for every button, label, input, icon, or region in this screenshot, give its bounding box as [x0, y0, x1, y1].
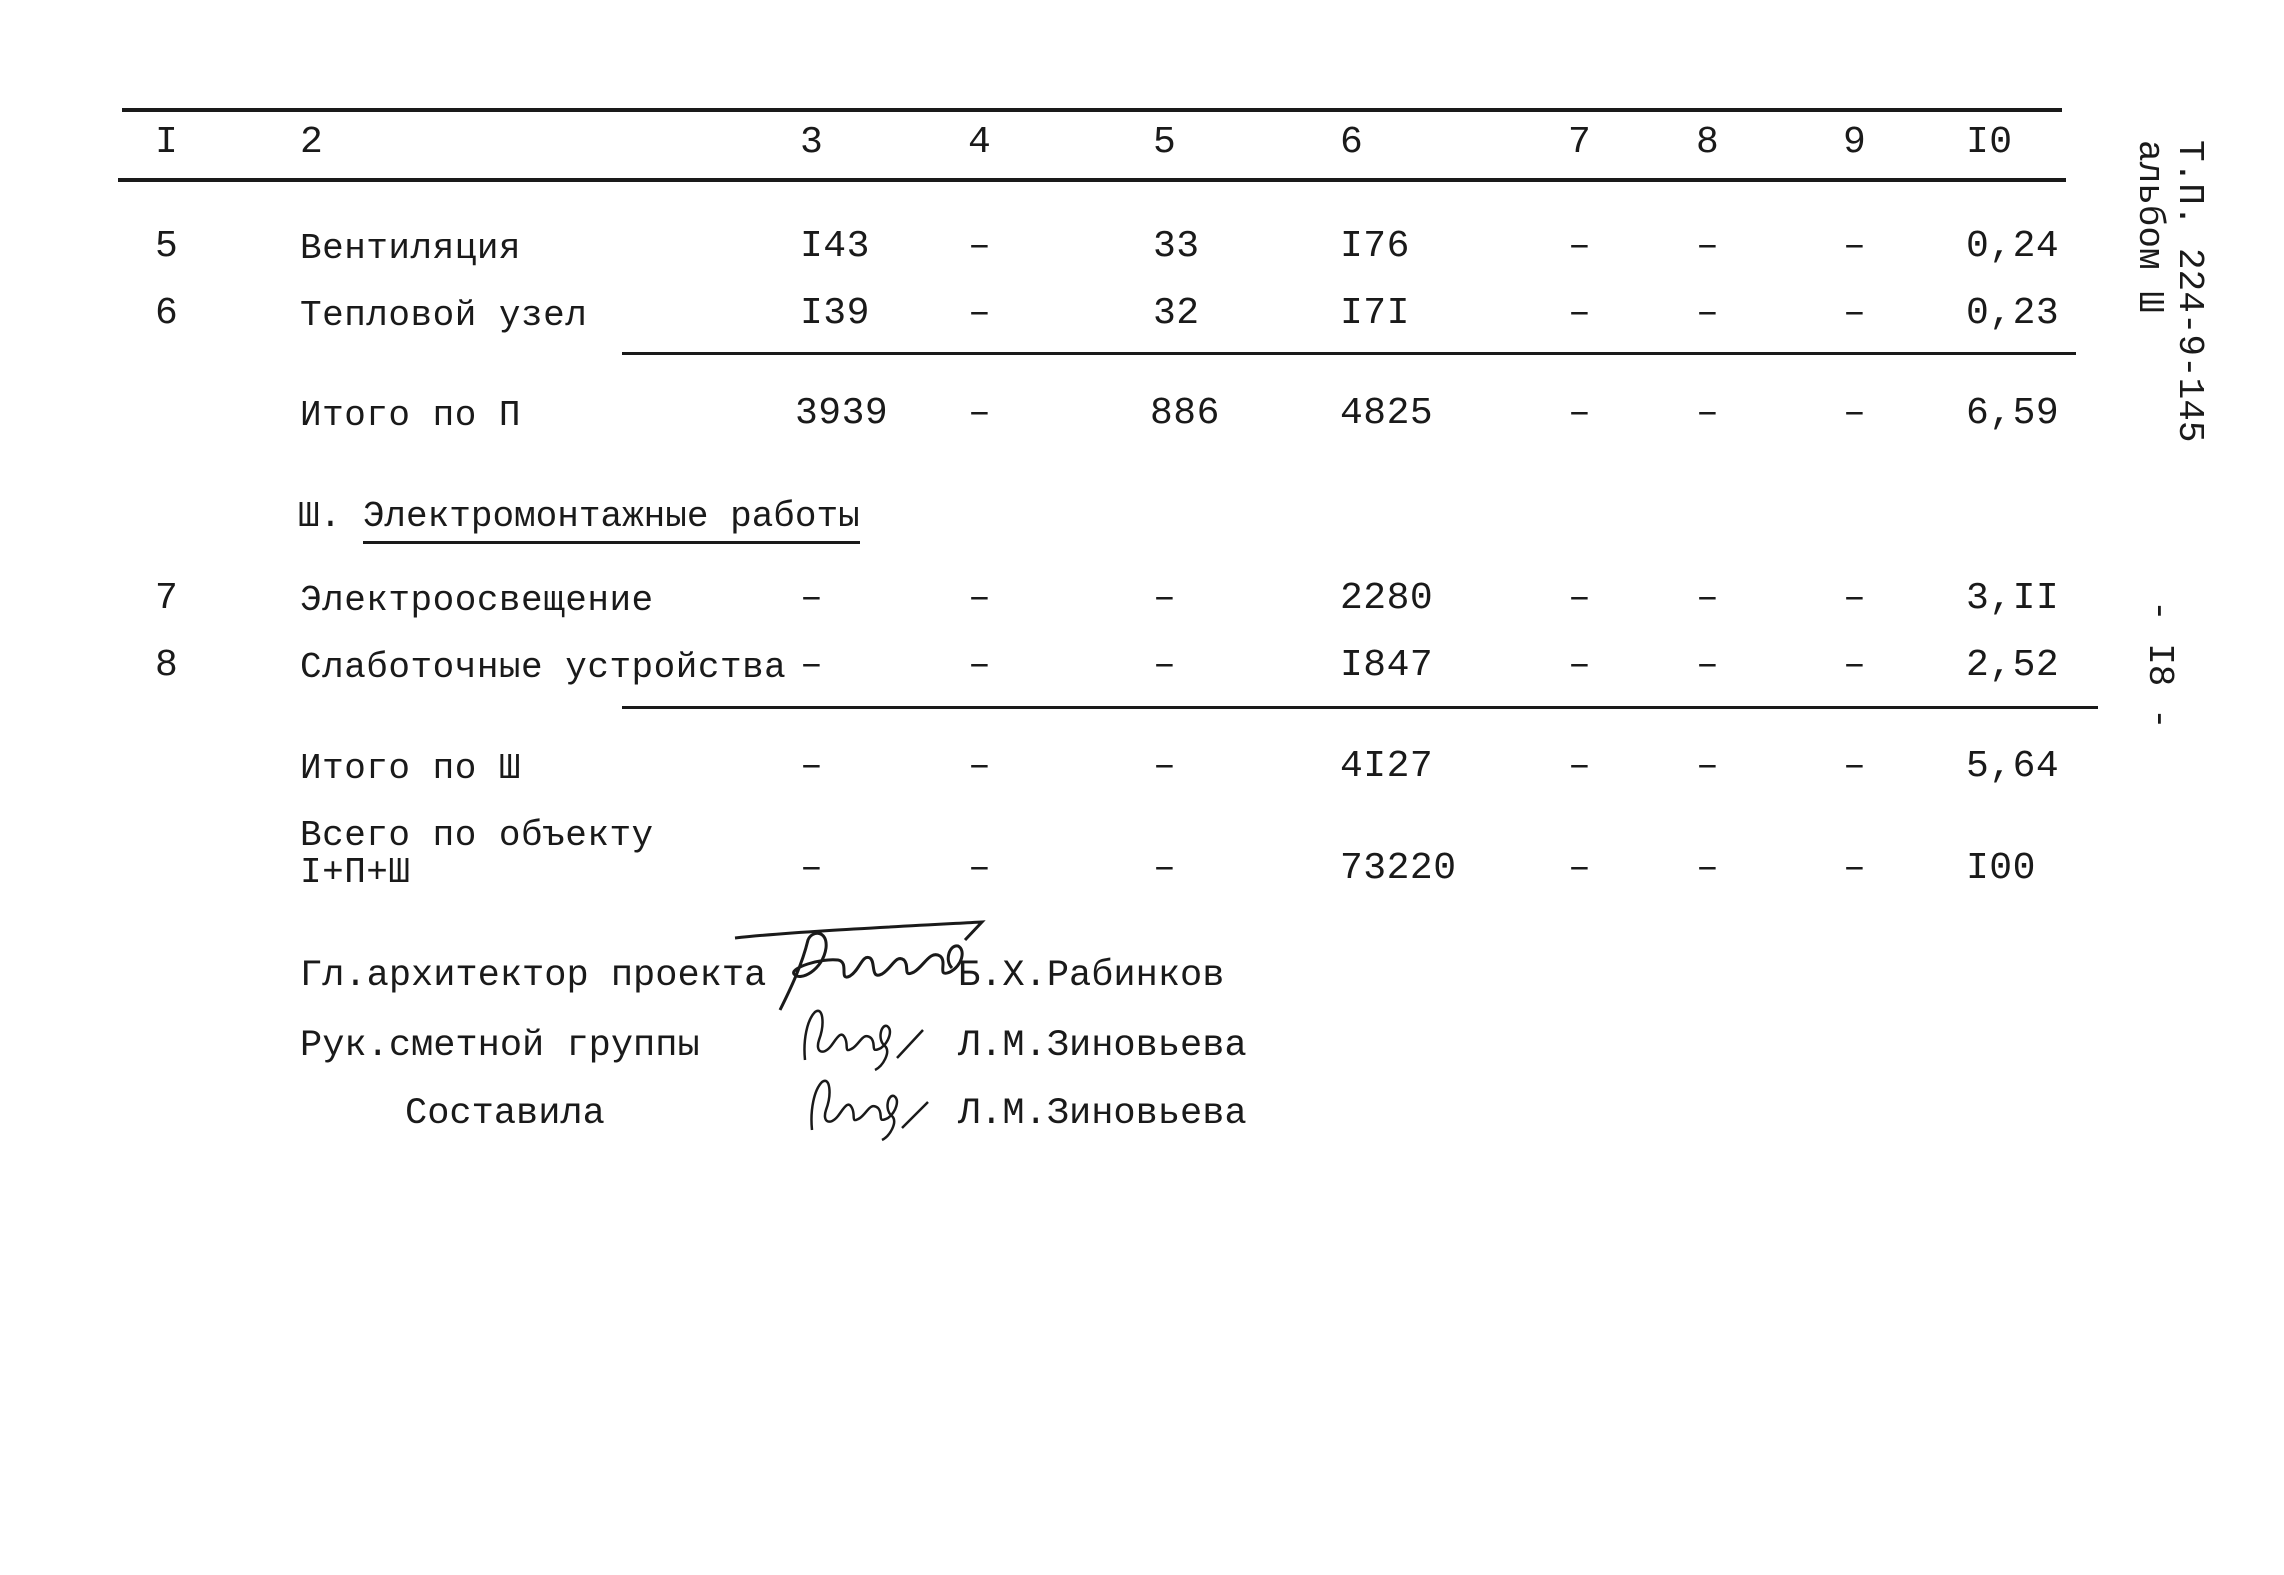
total-col7: –	[1568, 847, 1592, 890]
header-col-1: I	[155, 121, 179, 164]
header-col-9: 9	[1843, 121, 1867, 164]
page-number	[2140, 600, 2200, 780]
row-name: Электроосвещение	[300, 580, 654, 621]
total-name-line2: I+П+Ш	[300, 852, 411, 893]
row-col9: –	[1843, 577, 1867, 620]
subtotal-col5: –	[1153, 745, 1177, 788]
signature-name: Л.М.Зиновьева	[958, 1093, 1247, 1135]
row-col7: –	[1568, 644, 1592, 687]
row-col3: I39	[800, 292, 870, 335]
album-code-line1: Т.П. 224-9-145	[2169, 140, 2210, 443]
header-col-2: 2	[300, 121, 324, 164]
subtotal-col10: 5,64	[1966, 745, 2060, 788]
total-col10: I00	[1966, 847, 2036, 890]
subtotal-name: Итого по Ш	[300, 748, 522, 789]
row-col3: –	[800, 644, 824, 687]
total-col9: –	[1843, 847, 1867, 890]
row-col4: –	[968, 644, 992, 687]
subtotal-col3: –	[800, 745, 824, 788]
row-col8: –	[1696, 292, 1720, 335]
row-name: Тепловой узел	[300, 295, 588, 336]
subtotal-col3: 3939	[795, 392, 889, 435]
album-code-line2: альбом Ш	[2129, 140, 2170, 313]
total-col3: –	[800, 847, 824, 890]
header-col-3: 3	[800, 121, 824, 164]
subtotal-col4: –	[968, 745, 992, 788]
subtotal-col6: 4I27	[1340, 745, 1434, 788]
row-col4: –	[968, 577, 992, 620]
row-col9: –	[1843, 225, 1867, 268]
row-col8: –	[1696, 577, 1720, 620]
subtotal-col6: 4825	[1340, 392, 1434, 435]
row-col10: 0,24	[1966, 225, 2060, 268]
signature-name: Б.Х.Рабинков	[958, 955, 1225, 997]
row-number: 8	[155, 644, 179, 687]
row-col3: –	[800, 577, 824, 620]
row-col7: –	[1568, 225, 1592, 268]
signature-name: Л.М.Зиновьева	[958, 1025, 1247, 1067]
row-name: Вентиляция	[300, 228, 522, 269]
total-col5: –	[1153, 847, 1177, 890]
header-col-4: 4	[968, 121, 992, 164]
subtotal-col4: –	[968, 392, 992, 435]
row-col4: –	[968, 292, 992, 335]
subtotal-col7: –	[1568, 745, 1592, 788]
row-number: 6	[155, 292, 179, 335]
row-col6: I847	[1340, 644, 1434, 687]
section-heading	[298, 496, 860, 538]
album-code	[2100, 140, 2220, 500]
row-number: 5	[155, 225, 179, 268]
top-rule	[122, 108, 2062, 112]
row-col10: 0,23	[1966, 292, 2060, 335]
signature-role: Составила	[405, 1093, 605, 1135]
page-number-text: - I8 -	[2139, 600, 2180, 730]
header-col-8: 8	[1696, 121, 1720, 164]
total-col4: –	[968, 847, 992, 890]
row-col7: –	[1568, 577, 1592, 620]
row-col7: –	[1568, 292, 1592, 335]
row-col5: –	[1153, 644, 1177, 687]
header-col-6: 6	[1340, 121, 1364, 164]
total-col6: 73220	[1340, 847, 1457, 890]
signature-scribble	[790, 1068, 940, 1148]
row-col8: –	[1696, 644, 1720, 687]
row-col10: 2,52	[1966, 644, 2060, 687]
row-col5: 33	[1153, 225, 1200, 268]
subtotal-col8: –	[1696, 392, 1720, 435]
row-col10: 3,II	[1966, 577, 2060, 620]
row-col8: –	[1696, 225, 1720, 268]
row-col6: 2280	[1340, 577, 1434, 620]
signature-role: Рук.сметной группы	[300, 1025, 700, 1067]
row-col4: –	[968, 225, 992, 268]
header-col-5: 5	[1153, 121, 1177, 164]
header-col-7: 7	[1568, 121, 1592, 164]
subtotal-col7: –	[1568, 392, 1592, 435]
subtotal-col9: –	[1843, 745, 1867, 788]
subtotal-name: Итого по П	[300, 395, 522, 436]
row-col5: 32	[1153, 292, 1200, 335]
row-name: Слаботочные устройства	[300, 647, 787, 688]
header-bottom-rule	[118, 178, 2066, 182]
subtotal-col8: –	[1696, 745, 1720, 788]
row-col9: –	[1843, 644, 1867, 687]
signature-role: Гл.архитектор проекта	[300, 955, 767, 997]
subtotal-rule	[622, 352, 2076, 355]
subtotal-col9: –	[1843, 392, 1867, 435]
row-col6: I7I	[1340, 292, 1410, 335]
section-title: Электромонтажные работы	[363, 496, 860, 544]
header-col-10: I0	[1966, 121, 2013, 164]
row-number: 7	[155, 577, 179, 620]
row-col3: I43	[800, 225, 870, 268]
row-col6: I76	[1340, 225, 1410, 268]
total-name-line1: Всего по объекту	[300, 815, 654, 856]
subtotal-col5: 886	[1150, 392, 1220, 435]
section-number: Ш.	[298, 496, 342, 537]
row-col5: –	[1153, 577, 1177, 620]
subtotal-rule	[622, 706, 2098, 709]
subtotal-col10: 6,59	[1966, 392, 2060, 435]
row-col9: –	[1843, 292, 1867, 335]
total-col8: –	[1696, 847, 1720, 890]
